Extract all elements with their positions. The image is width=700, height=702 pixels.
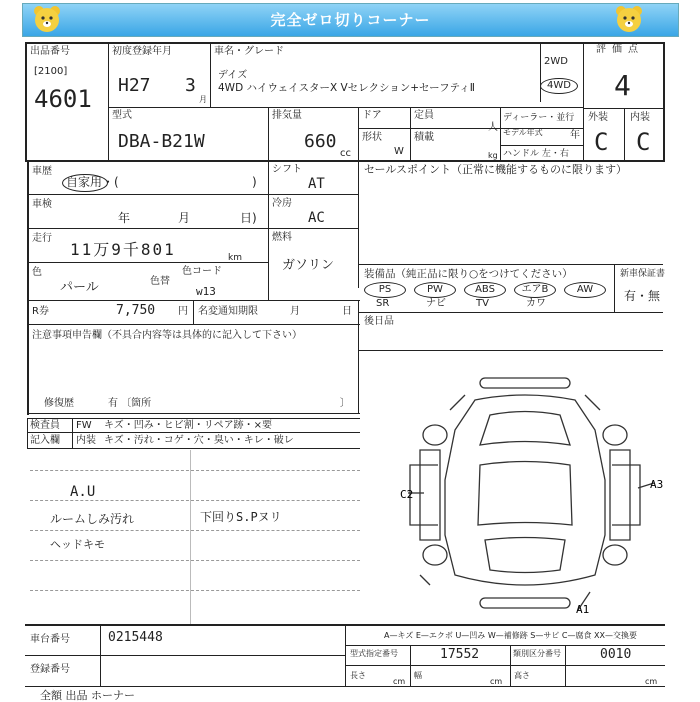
inspector-label-1: 検査員 — [30, 420, 60, 431]
equipment-item: PW — [414, 282, 456, 298]
chassis-value: 0215448 — [108, 630, 163, 645]
dealer-label: ディーラー・並行 — [503, 113, 575, 123]
aircon-label: 冷房 — [272, 198, 292, 209]
equipment-item-sub: TV — [476, 298, 489, 309]
displacement-unit: cc — [340, 148, 351, 159]
notes-label: 注意事項申告欄（不具合内容等は具体的に記入して下さい） — [32, 330, 302, 341]
shape-value: W — [394, 146, 404, 157]
inspection-label: 車検 — [32, 199, 52, 210]
name-change-label: 名変通知期限 — [198, 306, 258, 317]
reg-label: 登録番号 — [30, 664, 70, 675]
handle-label: ハンドル 左・右 — [503, 149, 569, 159]
aircon-value: AC — [308, 210, 325, 226]
equipment-item: エアB — [514, 282, 556, 298]
type-specify-label: 型式指定番号 — [350, 649, 398, 658]
mileage-value: 11万9千801 — [70, 240, 176, 259]
car-damage-diagram — [380, 370, 670, 620]
color-value: パール — [60, 280, 99, 295]
mark-c2: C2 — [400, 488, 414, 501]
load-label: 積載 — [414, 132, 434, 143]
equipment-label: 装備品（純正品に限り○をつけてください） — [364, 268, 573, 280]
drive-2wd: 2WD — [544, 56, 568, 67]
fuel-value: ガソリン — [282, 258, 335, 273]
capacity-unit: 人 — [488, 122, 498, 133]
bear-mascot-icon — [614, 4, 644, 34]
color-code-label: 色コード — [182, 266, 222, 277]
repair-value: 有 〔箇所 — [108, 398, 152, 409]
displacement-label: 排気量 — [272, 110, 302, 121]
lot-label: 出品番号 — [30, 46, 70, 57]
color-code: w13 — [196, 285, 216, 298]
int-text: キズ・汚れ・コゲ・穴・臭い・キレ・破レ — [104, 435, 294, 446]
history-close: ) — [252, 175, 257, 189]
equipment-item-sub: ナビ — [426, 298, 446, 309]
shift-label: シフト — [272, 164, 302, 175]
color-label: 色 — [32, 267, 42, 278]
capacity-label: 定員 — [414, 110, 434, 121]
mileage-label: 走行 — [32, 233, 52, 244]
equipment-item: PS — [364, 282, 406, 298]
diagram-legend: A—キズ E—エクボ U—凹み W—補修跡 S—サビ C—腐食 XX—交換要 — [384, 631, 638, 640]
mileage-unit: km — [228, 253, 242, 263]
score-ext: C — [594, 128, 609, 156]
car-name: デイズ — [218, 70, 248, 81]
int-label: 内装 — [76, 435, 96, 446]
load-unit: kg — [488, 151, 498, 160]
first-reg-label: 初度登録年月 — [112, 46, 172, 57]
lot-sub: [2100] — [34, 66, 68, 77]
recycle-label: R券 — [32, 306, 49, 317]
remark-line-1: A.U — [70, 484, 96, 500]
fw-text: キズ・凹み・ヒビ割・リペア跡・×要 — [104, 420, 272, 431]
fuel-label: 燃料 — [272, 232, 292, 243]
header-title: 完全ゼロ切りコーナー — [270, 11, 431, 29]
shift-value: AT — [308, 176, 325, 192]
size-cm-3: cm — [645, 677, 658, 686]
remark-line-3: ヘッドキモ — [50, 538, 105, 551]
remark-right-1: 下回りS.Pヌリ — [200, 510, 282, 524]
size-length: 長さ — [350, 671, 366, 680]
equipment-item: AW — [564, 282, 606, 298]
model-value: DBA-B21W — [118, 131, 205, 152]
size-cm-2: cm — [490, 677, 503, 686]
repair-label: 修復歴 — [44, 398, 74, 409]
size-width: 幅 — [414, 671, 422, 680]
rear-seat-label: 後日品 — [364, 316, 394, 327]
car-grade: 4WD ハイウェイスターX Vセレクション+セーフティⅡ — [218, 82, 475, 94]
first-reg-month-unit: 月 — [199, 95, 207, 104]
color-change-label: 色替 — [150, 276, 170, 287]
size-cm-1: cm — [393, 677, 406, 686]
model-year-unit: 年 — [570, 130, 580, 141]
name-change-month: 月 — [290, 306, 300, 317]
repair-close: 〕 — [340, 398, 350, 409]
selling-point-label: セールスポイント（正常に機能するものに限ります） — [364, 163, 628, 176]
header-bar — [22, 3, 679, 37]
type-specify-value: 17552 — [440, 647, 480, 662]
fw-label: FW — [76, 420, 92, 431]
lot-number: 4601 — [34, 85, 92, 113]
inspection-month: 月 — [178, 211, 191, 225]
mark-a3: A3 — [650, 478, 664, 491]
inspector-label-2: 記入欄 — [30, 435, 60, 446]
bear-mascot-icon — [32, 4, 62, 34]
warranty-label: 新車保証書 — [620, 269, 666, 279]
score-int-label: 内装 — [630, 112, 650, 123]
model-year-label: モデル年式 — [503, 128, 543, 137]
equipment-item-sub: カワ — [526, 298, 546, 309]
chassis-label: 車台番号 — [30, 634, 70, 645]
score-value: 4 — [614, 69, 631, 102]
car-label: 車名・グレード — [214, 46, 284, 57]
mark-a1: A1 — [576, 603, 590, 616]
class-label: 類別区分番号 — [513, 649, 561, 658]
first-reg-month: 3 — [185, 75, 196, 96]
score-label: 評価点 — [596, 44, 644, 55]
equipment-item-sub: SR — [376, 298, 390, 309]
displacement-value: 660 — [304, 131, 337, 152]
drive-4wd: 4WD — [540, 78, 578, 94]
inspection-year: 年 — [118, 211, 131, 225]
history-value: 自家用・( — [66, 175, 119, 189]
size-height: 高さ — [514, 671, 530, 680]
first-reg-era: H27 — [118, 75, 151, 96]
name-change-day: 日 — [342, 306, 352, 317]
equipment-item: ABS — [464, 282, 506, 298]
doors-label: ドア — [362, 110, 382, 121]
class-value: 0010 — [600, 647, 632, 662]
warranty-value: 有・無 — [624, 289, 661, 303]
footer-text: 全額 出品 ホーナー — [40, 689, 135, 702]
inspection-day: 日) — [240, 211, 257, 225]
score-int: C — [636, 128, 651, 156]
model-label: 型式 — [112, 110, 132, 121]
recycle-value: 7,750 — [116, 303, 156, 318]
score-ext-label: 外装 — [588, 112, 608, 123]
remark-line-2: ルームしみ汚れ — [50, 512, 135, 526]
recycle-unit: 円 — [178, 306, 188, 317]
shape-label: 形状 — [362, 132, 382, 143]
history-label: 車歴 — [32, 166, 52, 177]
